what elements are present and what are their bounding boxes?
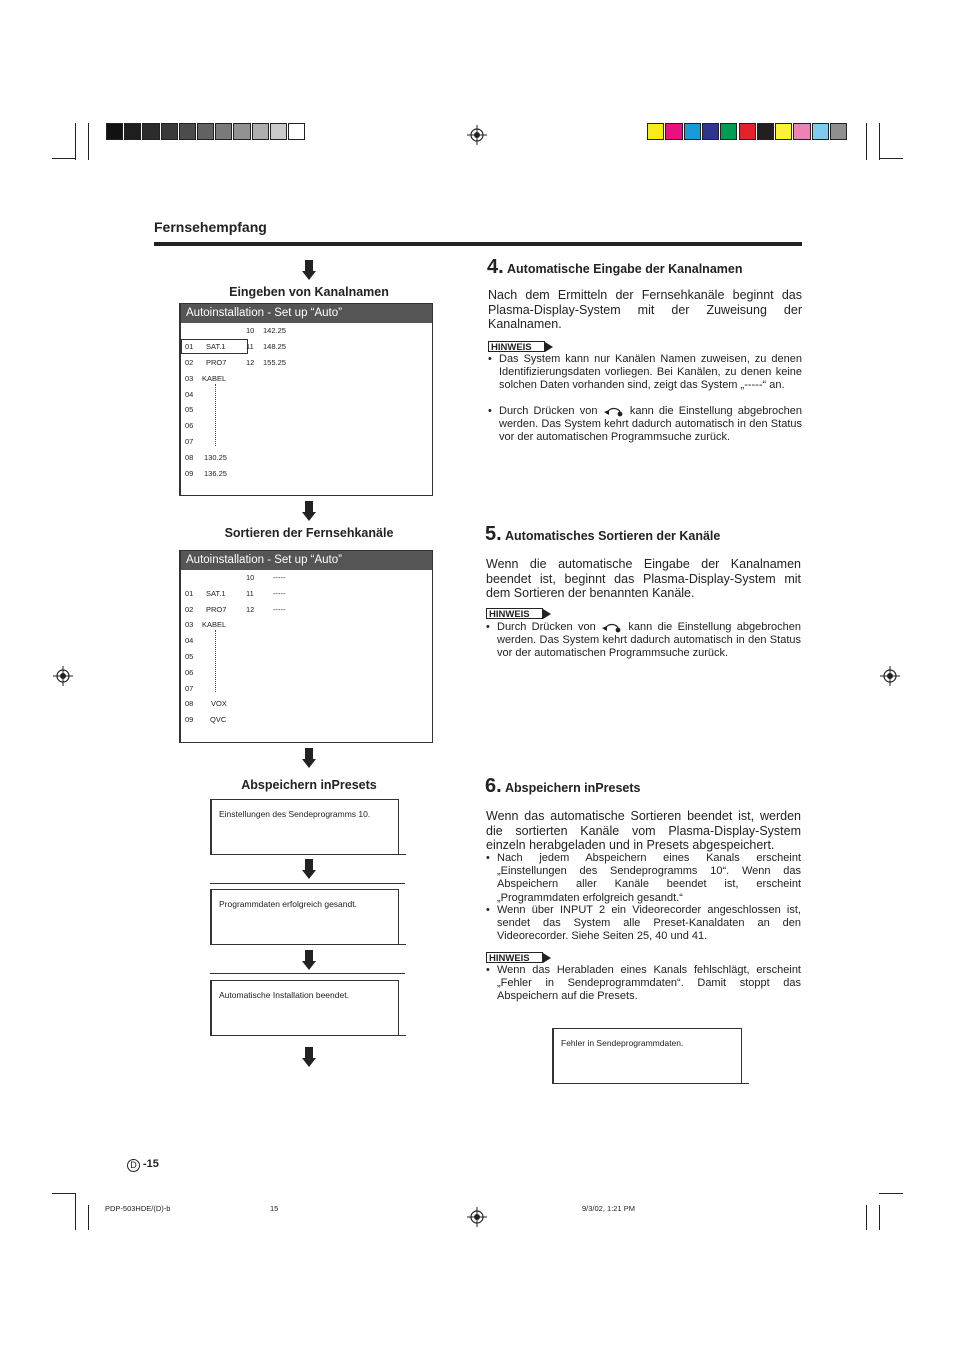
channel-number: 11 [246, 589, 254, 598]
channel-name: PRO7 [206, 358, 227, 367]
crop-mark [879, 158, 903, 159]
channel-number: 03 [185, 374, 194, 383]
registration-mark-icon [467, 1207, 487, 1227]
color-swatch [647, 123, 664, 140]
color-swatch [684, 123, 701, 140]
color-swatch [161, 123, 178, 140]
color-swatch [252, 123, 269, 140]
channel-name: 155.25 [263, 358, 286, 367]
channel-number: 01 [185, 342, 194, 351]
channel-name: 142.25 [263, 326, 286, 335]
channel-number: 10 [246, 326, 255, 335]
channel-name: KABEL [202, 374, 227, 383]
channel-name: VOX [211, 699, 227, 708]
message-box [210, 799, 399, 855]
color-swatch [665, 123, 682, 140]
channel-number: 08 [185, 453, 194, 462]
crop-mark [52, 158, 76, 159]
channel-name: ----- [273, 605, 286, 614]
channel-name: SAT.1 [206, 342, 226, 351]
color-swatch [793, 123, 810, 140]
channel-number: 04 [185, 636, 194, 645]
note-text: Das System kann nur Kanälen Namen zuweisen, zu denen Identifizierungsdaten vorliegen. Bei Kanälen, zu denen keine solchen Daten vorhanden sind, zeigt das System „-----“ an. [499, 353, 802, 392]
step-number: 6. [485, 775, 502, 797]
color-swatch [757, 123, 774, 140]
message-box [210, 980, 399, 1036]
crop-mark [88, 1205, 89, 1230]
color-swatch [720, 123, 737, 140]
down-arrow-icon [302, 748, 316, 768]
channel-name: 130.25 [204, 453, 227, 462]
footer-date: 9/3/02, 1:21 PM [582, 1204, 635, 1213]
channel-number: 04 [185, 390, 194, 399]
crop-mark [879, 1205, 880, 1230]
channel-number: 08 [185, 699, 194, 708]
ellipsis-dots [215, 384, 217, 446]
color-swatch [124, 123, 141, 140]
note-text: Durch Drücken von kann die Einstellung abgebrochen werden. Das System kehrt dadurch automatisch in den Status vor der automatischen Programmsuche zurück. [497, 621, 801, 660]
channel-number: 07 [185, 437, 194, 446]
channel-number: 09 [185, 469, 194, 478]
channel-number: 11 [246, 342, 254, 351]
channel-number: 02 [185, 358, 194, 367]
message-text: Programmdaten erfolgreich gesandt. [219, 899, 357, 909]
color-swatch [702, 123, 719, 140]
hinweis-text: HINWEIS [486, 952, 543, 963]
crop-mark [879, 1193, 903, 1194]
crop-mark [866, 1205, 867, 1230]
note-bullet: • Wenn über INPUT 2 ein Videorecorder angeschlossen ist, sendet das System alle Preset-Kanaldaten an den Videorecorder. Siehe Seiten 25, 40 und 41. [486, 904, 801, 943]
step-number: 4. [487, 256, 504, 278]
step-title: Abspeichern inPresets [505, 781, 641, 795]
color-swatch [288, 123, 305, 140]
step-paragraph: Wenn das automatische Sortieren beendet ist, werden die sortierten Kanäle vom Plasma-Display-System einzeln herabgeladen und in Presets abgespeichert. [486, 809, 801, 852]
channel-number: 10 [246, 573, 255, 582]
note-text: Durch Drücken von kann die Einstellung abgebrochen werden. Das System kehrt dadurch automatisch in den Status vor der automatischen Programmsuche zurück. [499, 405, 802, 444]
registration-mark-icon [880, 666, 900, 686]
note-bullet: • Wenn das Herabladen eines Kanals fehlschlägt, erscheint „Fehler in Sendeprogrammdaten“. Damit stoppt das Abspeichern auf die Presets. [486, 964, 801, 1003]
note-text: Wenn das Herabladen eines Kanals fehlschlägt, erscheint „Fehler in Sendeprogrammdaten“. Damit stoppt das Abspeichern auf die Presets. [497, 964, 801, 1003]
color-swatch [830, 123, 847, 140]
note-text: Wenn über INPUT 2 ein Videorecorder angeschlossen ist, sendet das System alle Preset-Kanaldaten an den Videorecorder. Siehe Seiten 25, 40 und 41. [497, 904, 801, 943]
channel-name-screen [179, 303, 433, 496]
return-button-icon [603, 405, 625, 417]
step-paragraph: Wenn die automatische Eingabe der Kanalnamen beendet ist, beginnt das Plasma-Display-System mit dem Sortieren der benannten Kanäle. [486, 557, 801, 600]
page-number: -15 [143, 1158, 159, 1170]
channel-number: 12 [246, 605, 255, 614]
down-arrow-icon [302, 260, 316, 280]
color-swatch [142, 123, 159, 140]
color-swatch [106, 123, 123, 140]
message-text: Automatische Installation beendet. [219, 990, 349, 1000]
step-title: Automatische Eingabe der Kanalnamen [507, 262, 743, 276]
footer-file-name: PDP-503HDE/(D)-b [105, 1204, 171, 1213]
note-bullet: • Das System kann nur Kanälen Namen zuweisen, zu denen Identifizierungsdaten vorliegen. Bei Kanälen, zu denen keine solchen Daten vorhanden sind, zeigt das System „-----“ an. [488, 353, 802, 392]
color-swatch [812, 123, 829, 140]
color-swatch [739, 123, 756, 140]
down-arrow-icon [302, 950, 316, 970]
channel-number: 01 [185, 589, 194, 598]
message-box [210, 889, 399, 945]
screen-title: Autoinstallation - Set up “Auto” [181, 551, 432, 570]
message-text: Einstellungen des Sendeprogramms 10. [219, 809, 371, 819]
crop-mark [866, 123, 867, 160]
screen-title: Autoinstallation - Set up “Auto” [181, 304, 432, 323]
crop-mark [879, 123, 880, 160]
ellipsis-dots [215, 630, 217, 692]
error-message-box [552, 1028, 742, 1084]
page-language-badge: D [127, 1159, 140, 1172]
registration-mark-icon [467, 125, 487, 145]
color-swatch [270, 123, 287, 140]
channel-name: ----- [273, 589, 286, 598]
channel-number: 02 [185, 605, 194, 614]
crop-mark [88, 123, 89, 160]
hinweis-text: HINWEIS [488, 341, 545, 352]
down-arrow-icon [302, 1047, 316, 1067]
divider [210, 883, 405, 884]
channel-number: 03 [185, 620, 194, 629]
channel-number: 05 [185, 652, 194, 661]
divider [210, 973, 405, 974]
channel-number: 07 [185, 684, 194, 693]
color-swatch [233, 123, 250, 140]
channel-name: KABEL [202, 620, 227, 629]
channel-name: PRO7 [206, 605, 227, 614]
note-bullet: • Durch Drücken von kann die Einstellung abgebrochen werden. Das System kehrt dadurch automatisch in den Status vor der automatischen Programmsuche zurück. [488, 405, 802, 444]
step-label-sorting: Sortieren der Fernsehkanäle [224, 526, 394, 540]
color-swatch [197, 123, 214, 140]
section-rule [154, 242, 802, 246]
channel-name: SAT.1 [206, 589, 226, 598]
step-title: Automatisches Sortieren der Kanäle [505, 529, 721, 543]
crop-mark [52, 1193, 76, 1194]
channel-name: 148.25 [263, 342, 286, 351]
channel-number: 09 [185, 715, 194, 724]
channel-number: 06 [185, 421, 194, 430]
footer-file-page: 15 [270, 1204, 279, 1213]
channel-number: 06 [185, 668, 194, 677]
error-message-text: Fehler in Sendeprogrammdaten. [561, 1038, 684, 1048]
channel-name: ----- [273, 573, 286, 582]
step-number: 5. [485, 523, 502, 545]
down-arrow-icon [302, 859, 316, 879]
down-arrow-icon [302, 501, 316, 521]
registration-mark-icon [53, 666, 73, 686]
note-bullet: • Nach jedem Abspeichern eines Kanals erscheint „Einstellungen des Sendeprogramms 10“. Wenn das Abspeichern aller Kanäle beendet ist, erscheint „Programmdaten erfolgreich gesandt.“ [486, 852, 801, 904]
channel-sort-screen [179, 550, 433, 743]
color-swatch [775, 123, 792, 140]
channel-number: 12 [246, 358, 255, 367]
channel-name: 136.25 [204, 469, 227, 478]
crop-mark [75, 1193, 76, 1230]
step-label-name-input: Eingeben von Kanalnamen [229, 285, 389, 299]
note-bullet: • Durch Drücken von kann die Einstellung abgebrochen werden. Das System kehrt dadurch automatisch in den Status vor der automatischen Programmsuche zurück. [486, 621, 801, 660]
step-paragraph: Nach dem Ermitteln der Fernsehkanäle beginnt das Plasma-Display-System mit der Zuweisung der Kanalnamen. [488, 288, 802, 331]
channel-name: QVC [210, 715, 227, 724]
color-swatch [179, 123, 196, 140]
step-label-presets: Abspeichern inPresets [241, 778, 377, 792]
return-button-icon [601, 621, 623, 633]
section-title: Fernsehempfang [154, 219, 267, 235]
color-swatch [215, 123, 232, 140]
crop-mark [75, 123, 76, 160]
note-text: Nach jedem Abspeichern eines Kanals erscheint „Einstellungen des Sendeprogramms 10“. Wenn das Abspeichern aller Kanäle beendet ist, erscheint „Programmdaten erfolgreich gesandt.“ [497, 852, 801, 904]
channel-number: 05 [185, 405, 194, 414]
hinweis-text: HINWEIS [486, 608, 543, 619]
